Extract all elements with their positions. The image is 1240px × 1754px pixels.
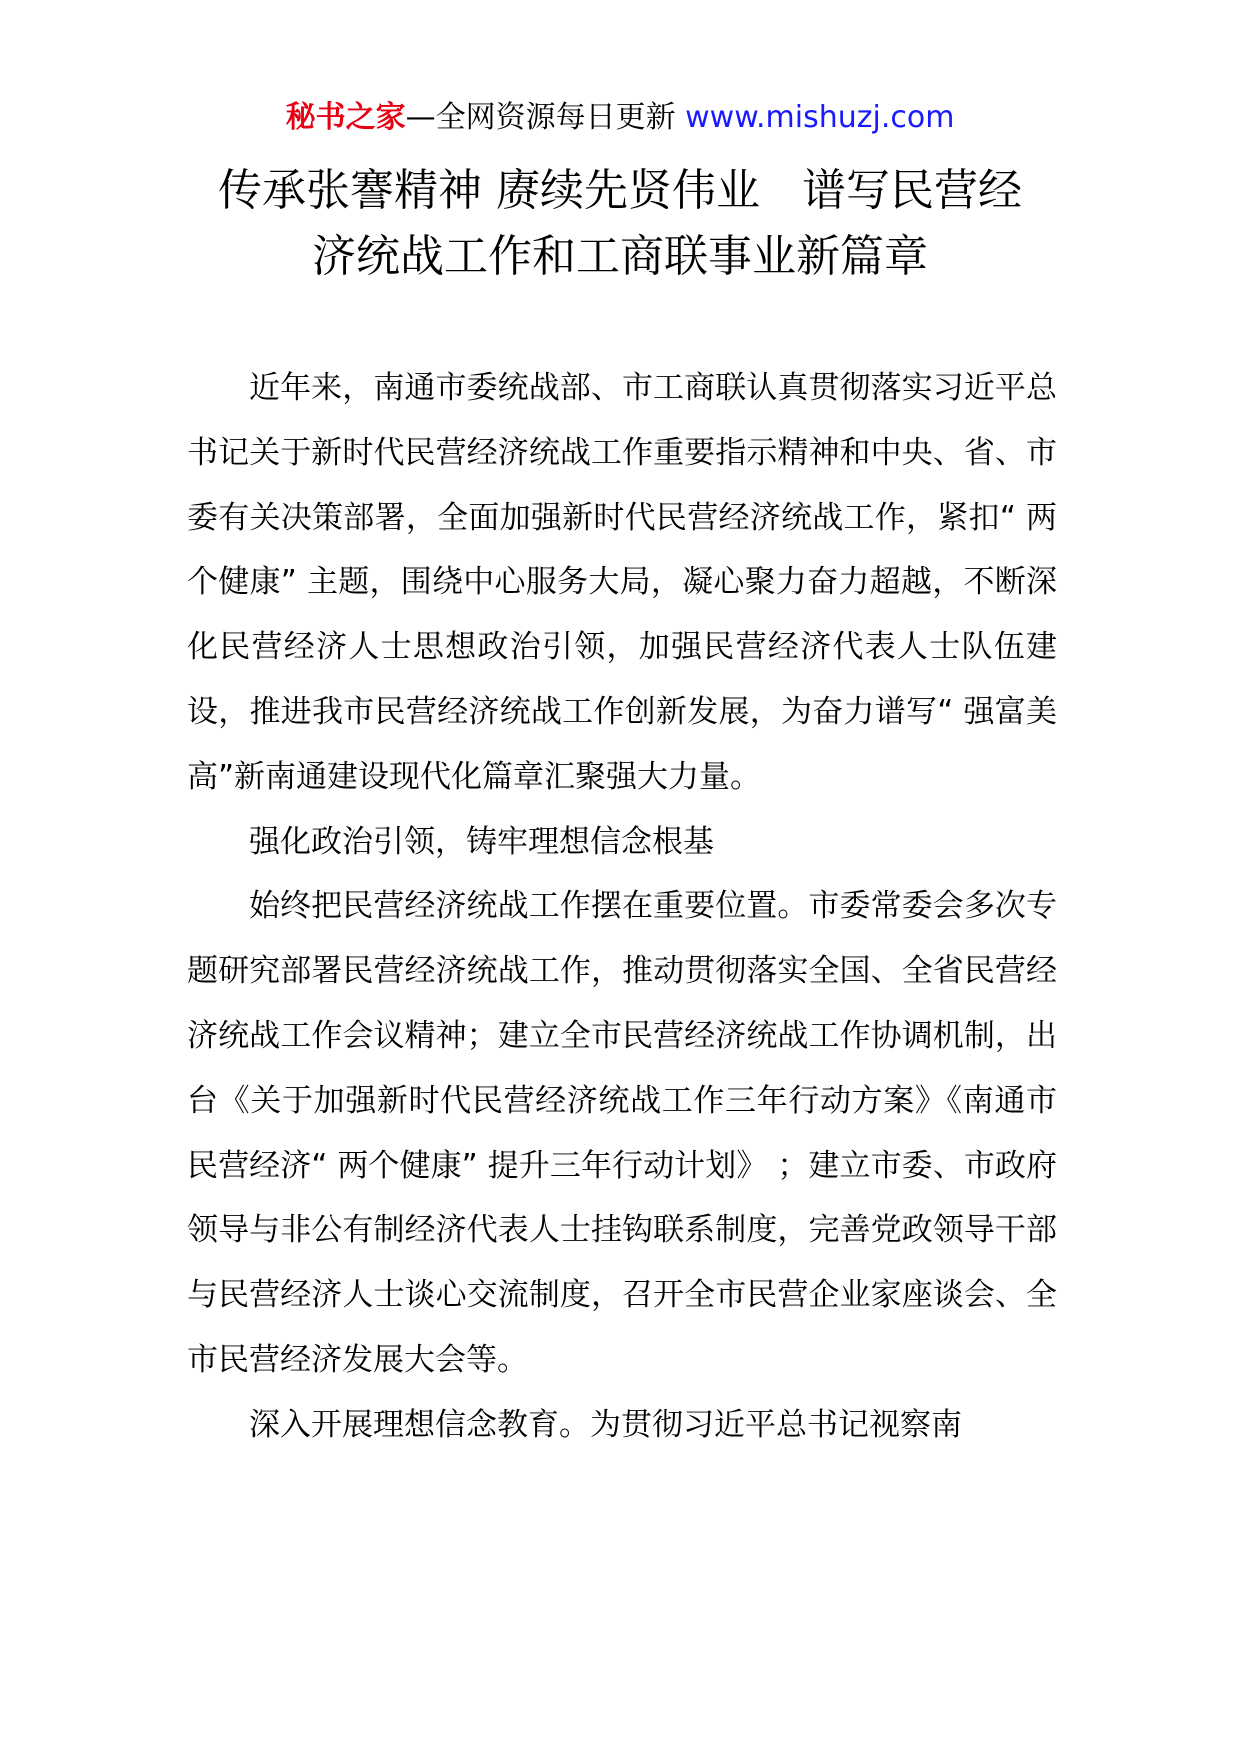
paragraph-body: 深入开展理想信念教育。为贯彻习近平总书记视察南 [249, 1406, 962, 1443]
document-body [187, 356, 1057, 1458]
site-header [0, 98, 1240, 138]
section-heading: 强化政治引领，铸牢理想信念根基 [249, 823, 714, 860]
brand-name: 秘书之家 [285, 100, 406, 135]
document-title [0, 158, 1240, 290]
title-line-1: 传承张謇精神 赓续先贤伟业 谱写民营经 [218, 165, 1022, 216]
header-tagline: —全网资源每日更新 [405, 100, 686, 135]
paragraph-body: 始终把民营经济统战工作摆在重要位置。市委常委会多次专题研究部署民营经济统战工作，推动贯彻落实全国、全省民营经济统战工作会议精神；建立全市民营经济统战工作协调机制，出台《关于加强新时代民营经济统战工作三年行动方案》《南通市民营经济“ 两个健康” 提升三年行动计划》 ；建立市委、市政府领导与非公有制经济代表人士挂钩联系制度，完善党政领导干部与民营经济人士谈心交流制度，召开全市民营企业家座谈会、全市民营经济发展大会等。 [187, 888, 1057, 1378]
title-line-2: 济统战工作和工商联事业新篇章 [312, 231, 928, 282]
paragraph-intro: 近年来，南通市委统战部、市工商联认真贯彻落实习近平总书记关于新时代民营经济统战工作重要指示精神和中央、省、市委有关决策部署，全面加强新时代民营经济统战工作，紧扣“ 两个健康” 主题，围绕中心服务大局，凝心聚力奋力超越，不断深化民营经济人士思想政治引领，加强民营经济代表人士队伍建设，推进我市民营经济统战工作创新发展，为奋力谱写“ 强富美高”新南通建设现代化篇章汇聚强大力量。 [187, 370, 1057, 795]
site-url-link[interactable]: www.mishuzj.com [685, 100, 955, 135]
